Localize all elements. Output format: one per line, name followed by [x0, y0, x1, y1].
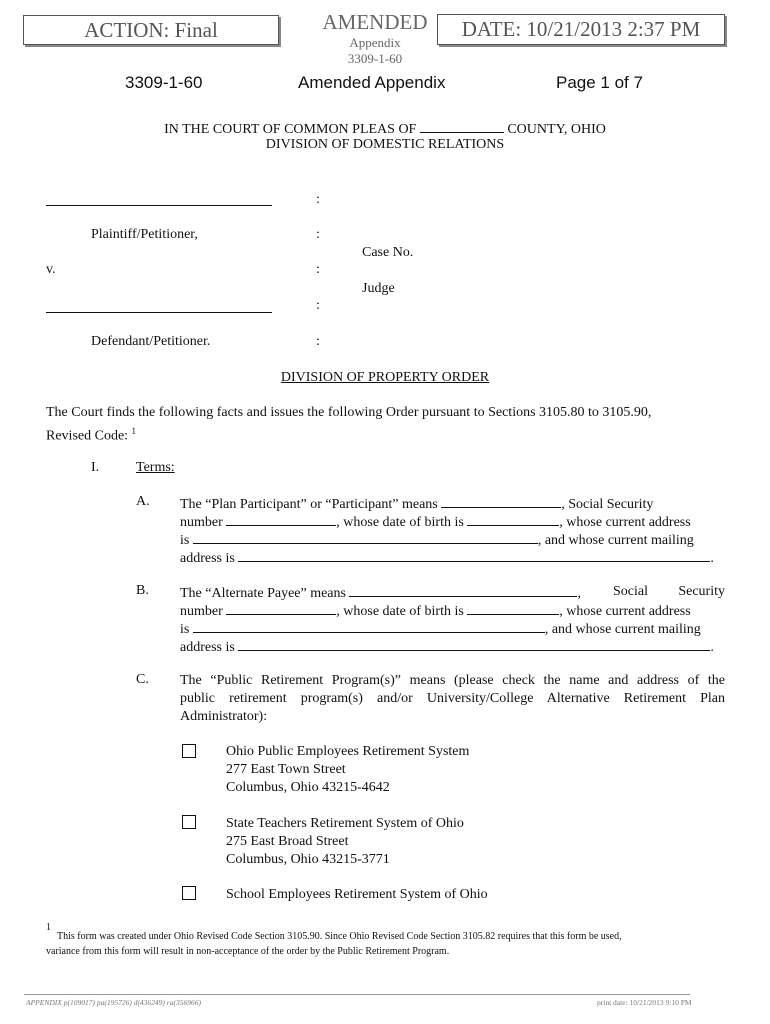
program-2	[226, 815, 464, 869]
case-no-label: Case No.	[362, 245, 414, 260]
item-c-line1: The “Public Retirement Program(s)” means (please check the name and address of the	[180, 673, 725, 688]
item-c-letter: C.	[136, 672, 149, 687]
payee-mailing-blank[interactable]	[238, 637, 710, 651]
court-suffix: COUNTY, OHIO	[507, 122, 606, 137]
item-a-text: , whose date of birth is	[336, 515, 464, 530]
form-number: 3309-1-60	[125, 73, 203, 92]
amended-subtitle: Appendix	[349, 35, 401, 50]
order-title	[0, 370, 770, 386]
item-a-text: , Social Security	[561, 497, 654, 512]
court-heading	[0, 119, 770, 138]
program-name: School Employees Retirement System of Ohio	[226, 887, 488, 902]
footer-codes: APPENDIX p(109017) pa(195726) d(436249) ra(356966)	[26, 998, 201, 1007]
item-b-text: , whose current address	[559, 604, 691, 619]
payee-dob-blank[interactable]	[467, 601, 559, 615]
action-box: ACTION: Final	[23, 15, 279, 45]
item-a-letter: A.	[136, 494, 150, 509]
item-a-text: number	[180, 515, 223, 530]
opers-checkbox[interactable]	[182, 744, 196, 758]
intro-line2-text: Revised Code:	[46, 428, 129, 444]
intro-line2	[46, 422, 136, 446]
item-b-text: ,	[577, 586, 581, 601]
caption-colon: :	[316, 192, 320, 207]
item-a-line4	[180, 548, 725, 568]
program-street: 275 East Broad Street	[226, 834, 349, 849]
item-b-text: Security	[678, 584, 725, 599]
participant-ssn-blank[interactable]	[226, 512, 336, 526]
page-number: Page 1 of 7	[556, 73, 643, 92]
defendant-label: Defendant/Petitioner.	[91, 334, 211, 349]
item-b-text: address is	[180, 640, 235, 655]
item-b-text: is	[180, 622, 190, 637]
judge-label: Judge	[362, 281, 395, 296]
program-1	[226, 743, 469, 797]
program-name: State Teachers Retirement System of Ohio	[226, 816, 464, 831]
county-blank[interactable]	[420, 119, 504, 133]
participant-dob-blank[interactable]	[467, 512, 559, 526]
item-a-text: The “Plan Participant” or “Participant” means	[180, 497, 438, 512]
footer-rule	[24, 994, 690, 995]
item-a-line3	[180, 530, 725, 550]
item-b-text: , and whose current mailing	[544, 622, 701, 637]
item-c-line2: public retirement program(s) and/or University/College Alternative Retirement Plan	[180, 691, 725, 706]
footnote-number: 1	[46, 922, 51, 933]
participant-name-blank[interactable]	[441, 494, 561, 508]
payee-address-blank[interactable]	[193, 619, 545, 633]
payee-name-blank[interactable]	[349, 583, 577, 597]
sers-checkbox[interactable]	[182, 886, 196, 900]
item-c-line3: Administrator):	[180, 709, 268, 724]
item-b-line4	[180, 637, 725, 657]
caption-colon: :	[316, 227, 320, 242]
item-a-line2	[180, 512, 725, 532]
versus-label: v.	[46, 262, 56, 277]
item-b-letter: B.	[136, 583, 149, 598]
strs-checkbox[interactable]	[182, 815, 196, 829]
document-title: Amended Appendix	[298, 73, 446, 92]
item-b-text: Social	[613, 584, 648, 599]
plaintiff-label: Plaintiff/Petitioner,	[91, 227, 198, 242]
program-street: 277 East Town Street	[226, 762, 346, 777]
item-a-text: .	[710, 551, 714, 566]
section-numeral: I.	[91, 460, 100, 475]
defendant-name-line[interactable]	[46, 312, 272, 313]
participant-mailing-blank[interactable]	[238, 548, 710, 562]
item-b-line3	[180, 619, 725, 639]
payee-ssn-blank[interactable]	[226, 601, 336, 615]
item-b-text: , whose date of birth is	[336, 604, 464, 619]
item-b-text: .	[710, 640, 714, 655]
item-a-line1	[180, 494, 725, 514]
order-title-text: DIVISION OF PROPERTY ORDER	[280, 370, 490, 385]
item-a-text: , whose current address	[559, 515, 691, 530]
amended-rule-number: 3309-1-60	[347, 51, 403, 66]
program-3	[226, 886, 488, 904]
court-prefix: IN THE COURT OF COMMON PLEAS OF	[164, 122, 417, 137]
court-division: DIVISION OF DOMESTIC RELATIONS	[265, 137, 505, 152]
caption-colon: :	[316, 298, 320, 313]
footnote-ref: 1	[131, 426, 137, 436]
plaintiff-name-line[interactable]	[46, 205, 272, 206]
item-a-text: address is	[180, 551, 235, 566]
footnote-line1: This form was created under Ohio Revised Code Section 3105.90. Since Ohio Revised Code Section 3105.82 requires that this form be used,	[57, 931, 622, 942]
amended-title: AMENDED	[322, 10, 428, 34]
item-b-text: The “Alternate Payee” means	[180, 586, 346, 601]
item-a-text: , and whose current mailing	[537, 533, 694, 548]
caption-colon: :	[316, 262, 320, 277]
caption-colon: :	[316, 334, 320, 349]
item-b-text: number	[180, 604, 223, 619]
intro-line1: The Court finds the following facts and issues the following Order pursuant to Sections 3105.80 to 3105.90,	[46, 405, 652, 420]
item-b-line1	[180, 583, 725, 603]
program-city: Columbus, Ohio 43215-4642	[226, 780, 390, 795]
print-date: print date: 10/21/2013 9:10 PM	[597, 998, 692, 1007]
section-heading: Terms:	[136, 460, 175, 475]
item-b-line2	[180, 601, 725, 621]
footnote-line2: variance from this form will result in non-acceptance of the order by the Public Retirement Program.	[46, 946, 450, 957]
program-name: Ohio Public Employees Retirement System	[226, 744, 470, 759]
date-box: DATE: 10/21/2013 2:37 PM	[437, 14, 725, 45]
program-city: Columbus, Ohio 43215-3771	[226, 852, 390, 867]
participant-address-blank[interactable]	[193, 530, 538, 544]
item-a-text: is	[180, 533, 190, 548]
